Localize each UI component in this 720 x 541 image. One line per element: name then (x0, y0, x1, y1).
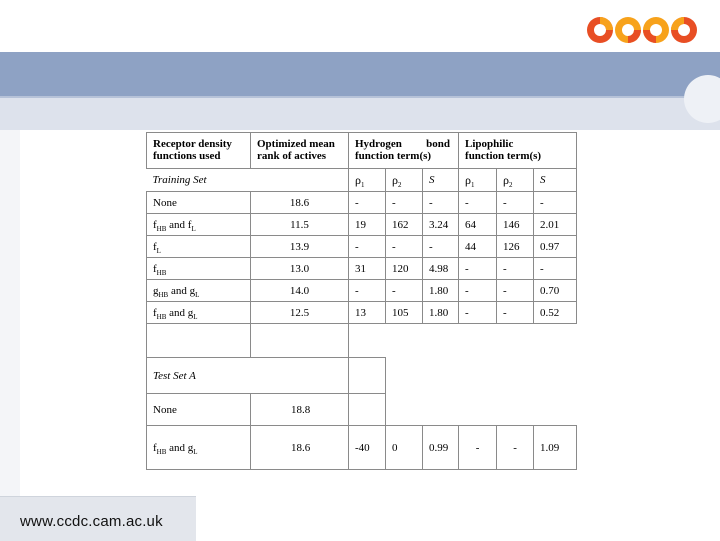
rank-cell: 11.5 (251, 214, 349, 236)
table-cell: - (534, 192, 577, 214)
table-cell: 120 (386, 258, 423, 280)
table-cell: - (423, 192, 459, 214)
table-cell: - (459, 258, 497, 280)
table-cell: 126 (497, 236, 534, 258)
logo-ring-4 (671, 17, 697, 43)
table-cell: - (349, 236, 386, 258)
table-cell: 19 (349, 214, 386, 236)
rank-cell: 14.0 (251, 280, 349, 302)
table-cell: 0.52 (534, 302, 577, 324)
param-lipo-s: S (534, 169, 577, 192)
table-cell: - (459, 426, 497, 470)
param-lipo-rho1: $\rho_1$ (459, 169, 497, 192)
table-cell: 13 (349, 302, 386, 324)
rank-cell: 18.6 (251, 426, 349, 470)
table-cell: 3.24 (423, 214, 459, 236)
ccdc-logo-icon (584, 14, 702, 46)
table-cell: 64 (459, 214, 497, 236)
table-cell (147, 324, 251, 358)
table-cell: - (386, 280, 423, 302)
table-cell: - (497, 258, 534, 280)
table-cell: - (459, 280, 497, 302)
table-cell: 4.98 (423, 258, 459, 280)
logo-ring-1 (587, 17, 613, 43)
table-cell: - (497, 192, 534, 214)
test-set-label: Test Set A (147, 358, 349, 394)
table-cell: - (497, 426, 534, 470)
table-cell: 1.80 (423, 302, 459, 324)
table-cell: 105 (386, 302, 423, 324)
test-label-row (147, 358, 577, 394)
table-cell: - (497, 280, 534, 302)
table-row (147, 258, 577, 280)
header-lipophilic: Lipophilic function term(s) (459, 133, 577, 169)
param-hb-rho1: $\rho_1$ (349, 169, 386, 192)
row-label: None (147, 394, 251, 426)
table-cell: - (386, 236, 423, 258)
header-receptor: Receptor density functions used (147, 133, 251, 169)
table-cell: 0 (386, 426, 423, 470)
row-label: $f_{HB}$ (147, 258, 251, 280)
rank-cell: 13.0 (251, 258, 349, 280)
table-cell: - (534, 258, 577, 280)
header-hydrogen-bond: Hydrogen bond function term(s) (349, 133, 459, 169)
table-cell: - (497, 302, 534, 324)
table-cell: 1.80 (423, 280, 459, 302)
table-row (147, 236, 577, 258)
row-label: $f_L$ (147, 236, 251, 258)
table-cell: 44 (459, 236, 497, 258)
table-cell: 1.09 (534, 426, 577, 470)
table-cell: - (386, 192, 423, 214)
table-cell (386, 358, 577, 394)
table-row (147, 302, 577, 324)
header-rank: Optimized mean rank of actives (251, 133, 349, 169)
table-cell (349, 358, 386, 394)
rank-cell: 13.9 (251, 236, 349, 258)
table-row (147, 394, 577, 426)
table-cell: - (349, 192, 386, 214)
rank-cell: 18.8 (251, 394, 349, 426)
table-cell: 0.97 (534, 236, 577, 258)
logo-ring-3 (643, 17, 669, 43)
table-cell (251, 324, 349, 358)
logo-ring-2 (615, 17, 641, 43)
row-label: $g_{HB}$ and $g_L$ (147, 280, 251, 302)
table-cell: 0.99 (423, 426, 459, 470)
table-cell: - (349, 280, 386, 302)
table-cell (386, 394, 577, 426)
table-row (147, 214, 577, 236)
table-cell: 146 (497, 214, 534, 236)
header-row (147, 133, 577, 169)
row-label: $f_{HB}$ and $f_L$ (147, 214, 251, 236)
table-cell: - (459, 192, 497, 214)
rank-cell: 18.6 (251, 192, 349, 214)
table-cell: - (423, 236, 459, 258)
param-row (147, 169, 577, 192)
row-label: $f_{HB}$ and $g_L$ (147, 302, 251, 324)
footer-url[interactable]: www.ccdc.cam.ac.uk (20, 513, 163, 530)
table-row (147, 280, 577, 302)
footer-bar (0, 496, 196, 541)
row-label: None (147, 192, 251, 214)
table-row (147, 192, 577, 214)
param-hb-s: S (423, 169, 459, 192)
table-cell: 31 (349, 258, 386, 280)
header-band (0, 52, 720, 98)
left-margin-strip (0, 130, 20, 540)
table-cell: -40 (349, 426, 386, 470)
table-cell: 0.70 (534, 280, 577, 302)
header-band-lower (0, 98, 720, 130)
rank-cell: 12.5 (251, 302, 349, 324)
row-label: $f_{HB}$ and $g_L$ (147, 426, 251, 470)
table-cell: - (459, 302, 497, 324)
table-cell (349, 394, 386, 426)
table-cell: 162 (386, 214, 423, 236)
results-table (146, 132, 577, 470)
table-cell (349, 324, 577, 358)
table-row (147, 426, 577, 470)
param-hb-rho2: $\rho_2$ (386, 169, 423, 192)
training-set-label: Training Set (147, 169, 349, 192)
table-cell: 2.01 (534, 214, 577, 236)
param-lipo-rho2: $\rho_2$ (497, 169, 534, 192)
spacer-row (147, 324, 577, 358)
